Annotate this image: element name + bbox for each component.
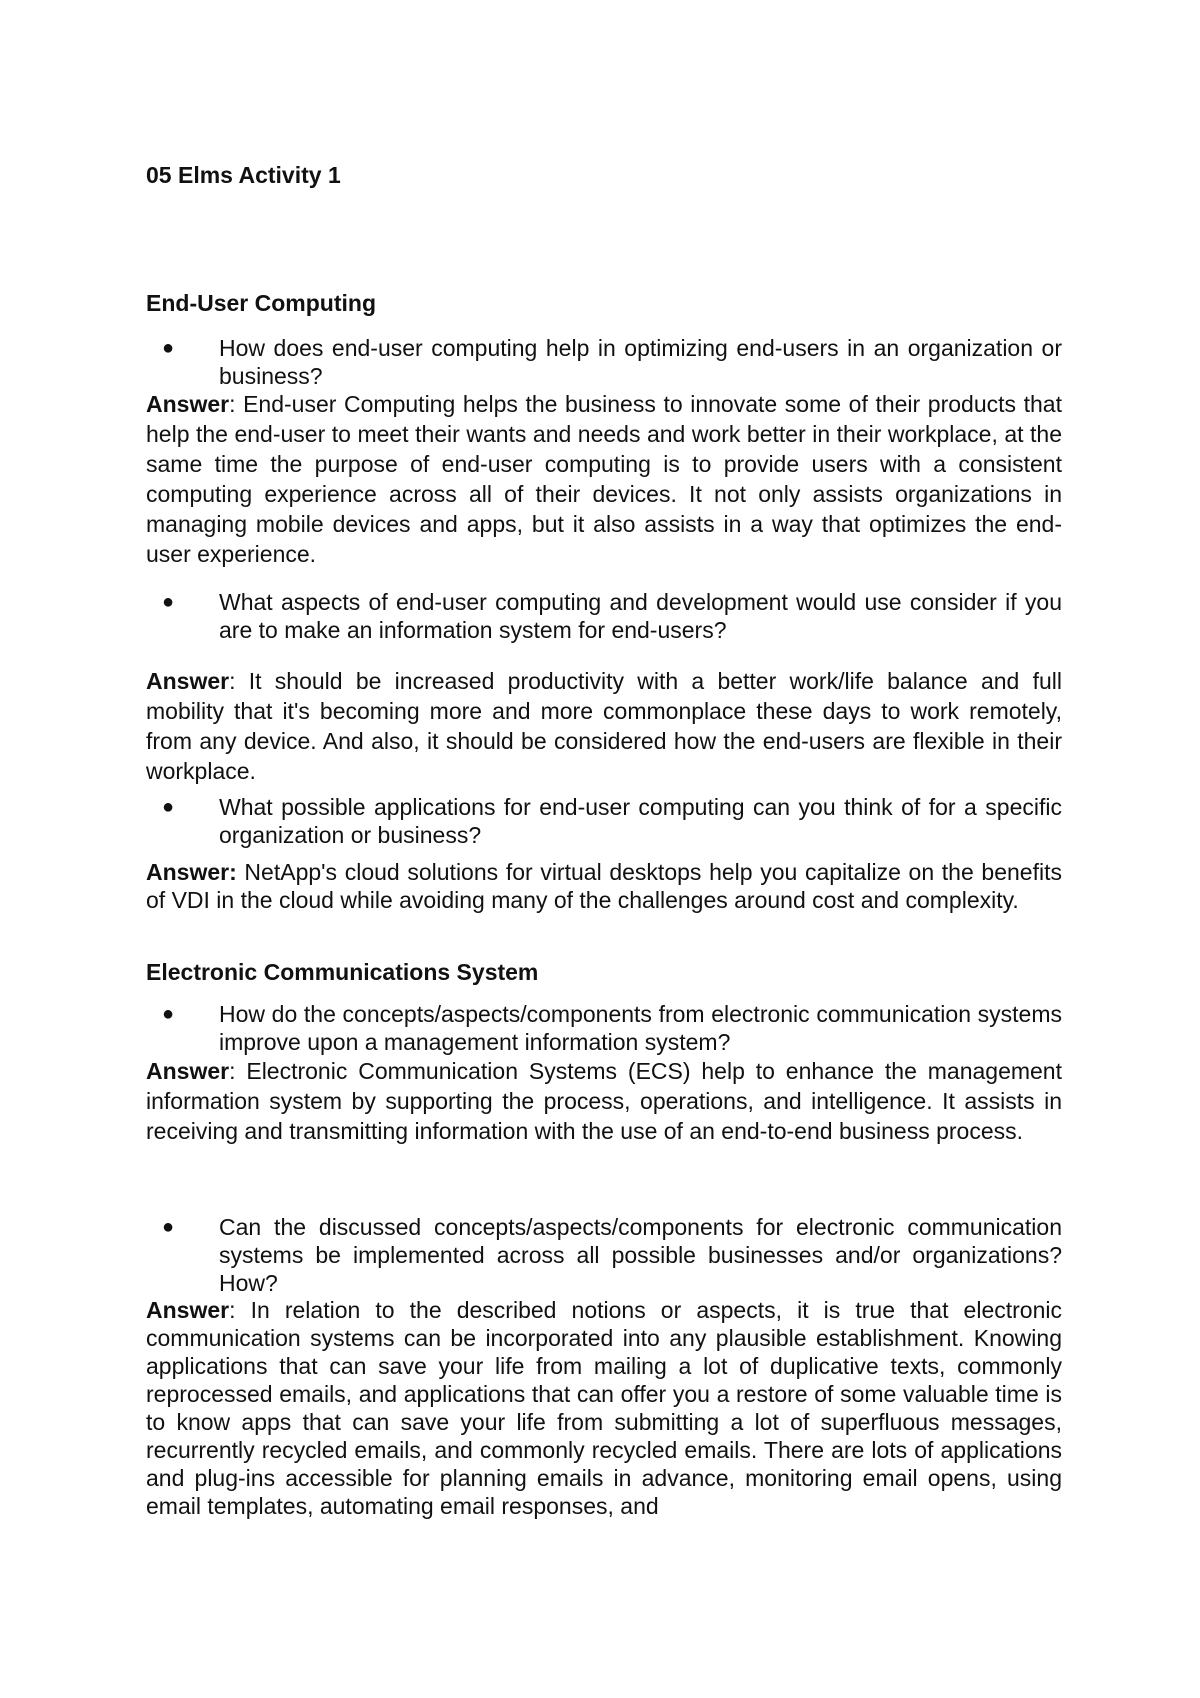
section-heading-electronic-communications-system: Electronic Communications System (146, 959, 539, 985)
question-text: What possible applications for end-user computing can you think of for a specific organization or business? (219, 794, 1062, 848)
bullet-icon: ● (162, 1216, 175, 1238)
answer-text: NetApp's cloud solutions for virtual desktops help you capitalize on the benefits of VDI in the cloud while avoiding many of the challenges around cost and complexity. (146, 859, 1062, 913)
question-text: What aspects of end-user computing and development would use consider if you are to make an information system for end-users? (219, 589, 1062, 643)
answer-paragraph (146, 1056, 1062, 1146)
answer-paragraph (146, 666, 1062, 786)
answer-paragraph (146, 1296, 1062, 1520)
document-title: 05 Elms Activity 1 (146, 162, 341, 188)
question-text: How does end-user computing help in optimizing end-users in an organization or business? (219, 335, 1062, 389)
answer-paragraph (146, 389, 1062, 569)
question-item (162, 588, 1062, 644)
bullet-icon: ● (162, 1003, 175, 1025)
bullet-icon: ● (162, 591, 175, 613)
question-item (162, 1000, 1062, 1056)
question-item (162, 793, 1062, 849)
bullet-icon: ● (162, 337, 175, 359)
question-item (162, 334, 1062, 390)
answer-paragraph (146, 858, 1062, 914)
question-text: Can the discussed concepts/aspects/components for electronic communication systems be implemented across all possible businesses and/or organizations? How? (219, 1214, 1062, 1296)
question-item (162, 1213, 1062, 1297)
answer-text: : It should be increased productivity with a better work/life balance and full mobility that it's becoming more and more commonplace these days to work remotely, from any device. And also, it should be considered how the end-users are flexible in their workplace. (146, 668, 1062, 784)
answer-label: Answer (146, 668, 230, 694)
question-text: How do the concepts/aspects/components from electronic communication systems improve upon a management information system? (219, 1001, 1062, 1055)
answer-label: Answer (146, 391, 230, 417)
answer-label: Answer (146, 859, 230, 885)
answer-label: Answer (146, 1058, 230, 1084)
answer-text: : End-user Computing helps the business to innovate some of their products that help the end-user to meet their wants and needs and work better in their workplace, at the same time the purpose of end-user computing is to provide users with a consistent computing experience across all of their devices. It not only assists organizations in managing mobile devices and apps, but it also assists in a way that optimizes the end-user experience. (146, 391, 1062, 567)
answer-text: : Electronic Communication Systems (ECS) help to enhance the management information system by supporting the process, operations, and intelligence. It assists in receiving and transmitting information with the use of an end-to-end business process. (146, 1058, 1062, 1144)
answer-text: : In relation to the described notions or aspects, it is true that electronic communication systems can be incorporated into any plausible establishment. Knowing applications that can save your life from mailing a lot of duplicative texts, commonly reprocessed emails, and applications that can offer you a restore of some valuable time is to know apps that can save your life from submitting a lot of superfluous messages, recurrently recycled emails, and commonly recycled emails. There are lots of applications and plug-ins accessible for planning emails in advance, monitoring email opens, using email templates, automating email responses, and (146, 1297, 1062, 1519)
bullet-icon: ● (162, 796, 175, 818)
answer-label: Answer (146, 1297, 230, 1323)
answer-label-suffix: : (229, 859, 237, 885)
section-heading-end-user-computing: End-User Computing (146, 290, 376, 316)
